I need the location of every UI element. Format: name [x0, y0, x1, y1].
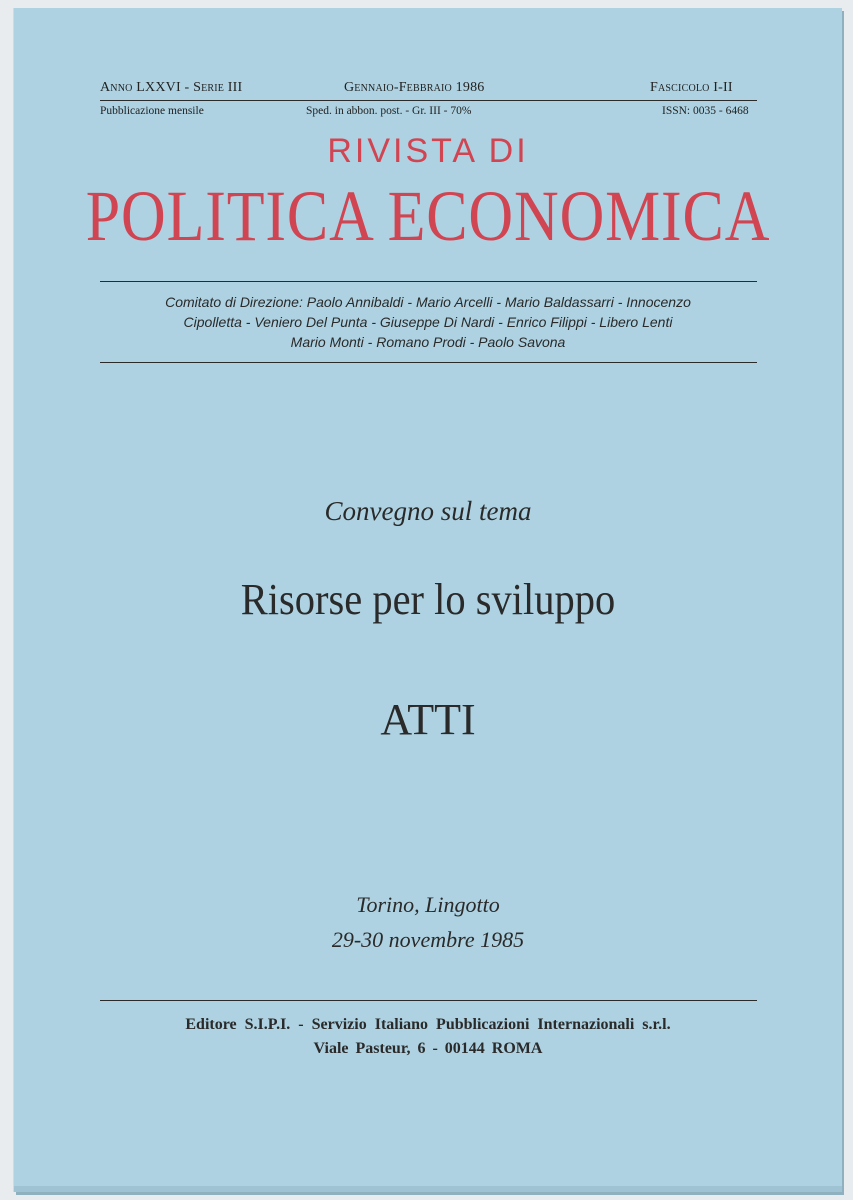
journal-cover — [14, 8, 842, 1192]
journal-title-line2: POLITICA ECONOMICA — [85, 176, 771, 256]
issue-number: Fascicolo I-II — [650, 80, 733, 95]
issn: ISSN: 0035 - 6468 — [662, 105, 749, 117]
issue-year-series: Anno LXXVI - Serie III — [100, 80, 243, 95]
journal-title-line1: RIVISTA DI — [327, 132, 529, 170]
title-rule — [100, 281, 757, 282]
conference-dates: 29-30 novembre 1985 — [331, 927, 525, 952]
proceedings-label: ATTI — [380, 695, 476, 744]
publication-frequency: Pubblicazione mensile — [100, 105, 204, 117]
conference-theme: Risorse per lo sviluppo — [240, 575, 616, 624]
conference-intro: Convegno sul tema — [324, 496, 532, 526]
publisher-name: Editore S.I.P.I. - Servizio Italiano Pubblicazioni Internazionali s.r.l. — [185, 1016, 671, 1033]
issue-date: Gennaio-Febbraio 1986 — [344, 80, 485, 95]
editorial-committee — [14, 292, 842, 352]
committee-line-1: Comitato di Direzione: Paolo Annibaldi - Mario Arcelli - Mario Baldassarri - Innocenzo — [165, 294, 691, 310]
committee-line-2: Cipolletta - Veniero Del Punta - Giuseppe Di Nardi - Enrico Filippi - Libero Lenti — [183, 314, 673, 330]
postal-info: Sped. in abbon. post. - Gr. III - 70% — [306, 105, 472, 117]
publisher-rule — [100, 1000, 757, 1001]
committee-rule — [100, 362, 757, 363]
committee-line-3: Mario Monti - Romano Prodi - Paolo Savona — [290, 334, 566, 350]
publisher-address: Viale Pasteur, 6 - 00144 ROMA — [313, 1040, 543, 1057]
header-rule — [100, 100, 757, 101]
conference-place: Torino, Lingotto — [356, 892, 500, 917]
